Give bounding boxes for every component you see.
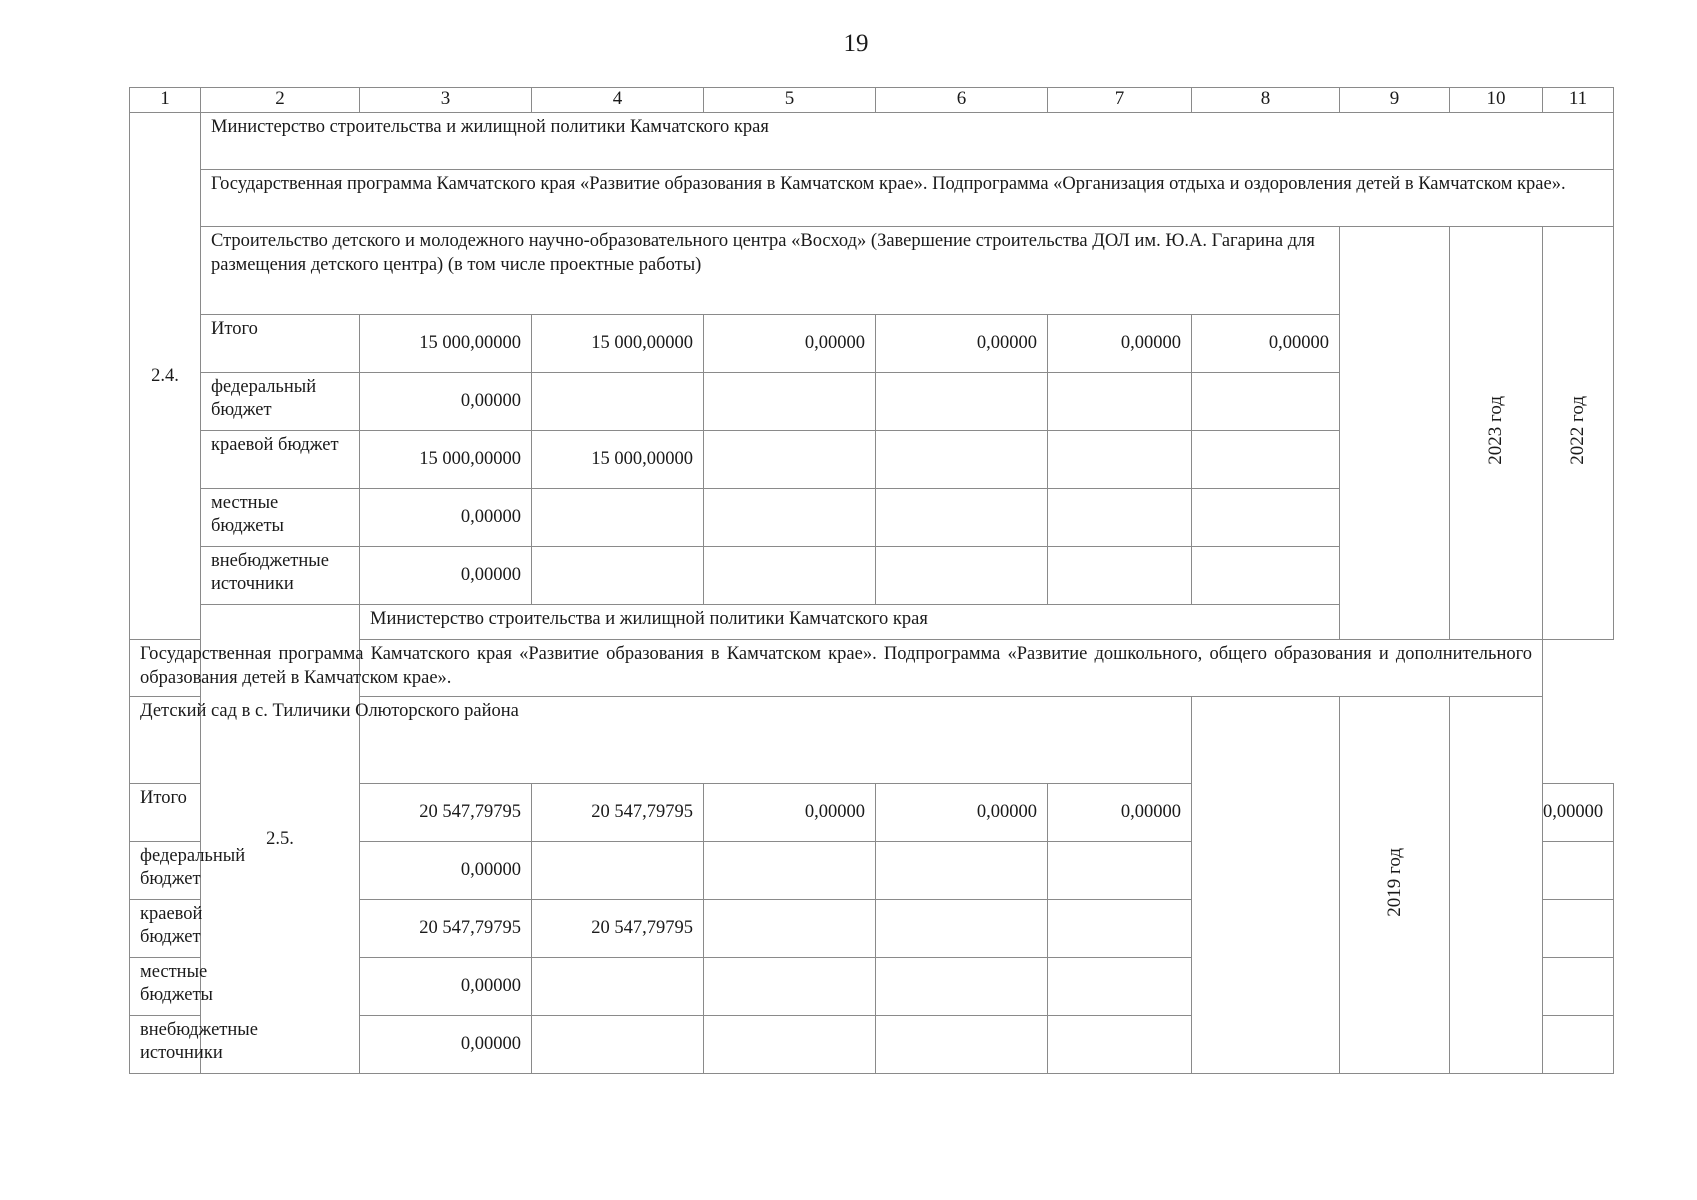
value-cell: 0,00000 [876,315,1048,373]
row-label: краевой бюджет [130,900,201,958]
value-cell [1543,842,1614,900]
row-label: Итого [201,315,360,373]
value-cell [704,1016,876,1074]
program-row [130,640,1614,697]
row-label: федеральный бюджет [201,373,360,431]
value-cell [1048,842,1192,900]
year-cell-col11 [1543,227,1614,640]
column-header: 2 [201,88,360,113]
value-cell [1192,373,1340,431]
value-cell [876,842,1048,900]
value-cell [876,489,1048,547]
value-cell: 0,00000 [360,1016,532,1074]
value-cell: 0,00000 [360,958,532,1016]
row-label: местные бюджеты [201,489,360,547]
value-cell [1048,489,1192,547]
value-cell: 20 547,79795 [532,784,704,842]
value-cell [1048,547,1192,605]
value-cell [1543,958,1614,1016]
value-cell [704,373,876,431]
value-cell: 0,00000 [360,547,532,605]
column-number-row [130,88,1614,113]
value-cell [1048,900,1192,958]
object-row [130,227,1614,315]
section-number: 2.4. [130,113,201,640]
ministry-name: Министерство строительства и жилищной политики Камчатского края [201,113,1614,170]
column-header: 11 [1543,88,1614,113]
value-cell [532,842,704,900]
value-cell: 0,00000 [1048,315,1192,373]
value-cell [876,958,1048,1016]
column-header: 6 [876,88,1048,113]
value-cell [532,373,704,431]
column-header: 5 [704,88,876,113]
year-cell-col10 [1340,697,1450,1074]
row-label: федеральный бюджет [130,842,201,900]
section-number: 2.5. [201,605,360,1074]
object-name: Строительство детского и молодежного научно-образовательного центра «Восход» (Завершение строительства ДОЛ им. Ю.А. Гагарина для размещения детского центра) (в том числе проектные работы) [201,227,1340,315]
row-label: внебюджетные источники [130,1016,201,1074]
column-header: 8 [1192,88,1340,113]
value-cell: 0,00000 [1192,315,1340,373]
value-cell: 20 547,79795 [360,784,532,842]
value-cell: 0,00000 [360,373,532,431]
value-cell: 15 000,00000 [360,431,532,489]
value-cell: 0,00000 [704,784,876,842]
row-label: краевой бюджет [201,431,360,489]
column-header: 3 [360,88,532,113]
value-cell [704,547,876,605]
value-cell [1048,373,1192,431]
column-header: 9 [1340,88,1450,113]
column-header: 10 [1450,88,1543,113]
value-cell [1192,489,1340,547]
row-label: Итого [130,784,201,842]
cell-col9 [1340,227,1450,640]
column-header: 1 [130,88,201,113]
value-cell [704,958,876,1016]
program-name: Государственная программа Камчатского края «Развитие образования в Камчатском крае». Подпрограмма «Развитие дошкольного, общего образования и дополнительного образования детей в Камчатском крае». [130,640,1543,697]
value-cell [1048,1016,1192,1074]
value-cell: 20 547,79795 [532,900,704,958]
value-cell [1048,431,1192,489]
ministry-row [130,605,1614,640]
value-cell: 0,00000 [360,489,532,547]
page-number: 19 [843,30,869,57]
program-name: Государственная программа Камчатского края «Развитие образования в Камчатском крае». Подпрограмма «Организация отдыха и оздоровления детей в Камчатском крае». [201,170,1614,227]
value-cell: 0,00000 [704,315,876,373]
column-header: 7 [1048,88,1192,113]
cell-col9 [1192,697,1340,1074]
program-row [130,170,1614,227]
value-cell [876,431,1048,489]
value-cell [532,489,704,547]
value-cell [532,547,704,605]
value-cell [704,489,876,547]
value-cell: 0,00000 [1048,784,1192,842]
value-cell [876,547,1048,605]
value-cell: 15 000,00000 [532,315,704,373]
row-label: внебюджетные источники [201,547,360,605]
value-cell [1543,1016,1614,1074]
value-cell: 0,00000 [360,842,532,900]
ministry-name: Министерство строительства и жилищной политики Камчатского края [360,605,1614,640]
year-text: 2023 год [1485,395,1506,465]
value-cell [876,1016,1048,1074]
year-text: 2022 год [1567,395,1588,465]
value-cell [532,958,704,1016]
year-text: 2019 год [1383,847,1405,917]
value-cell [1543,900,1614,958]
value-cell [1192,431,1340,489]
object-name: Детский сад в с. Тиличики Олюторского района [130,697,1192,784]
row-label: местные бюджеты [130,958,201,1016]
value-cell [876,373,1048,431]
year-cell-col10 [1450,227,1543,640]
column-header: 4 [532,88,704,113]
value-cell [532,1016,704,1074]
year-cell-col11 [1450,697,1543,1074]
value-cell: 15 000,00000 [532,431,704,489]
value-cell [876,900,1048,958]
budget-table [129,87,1614,1074]
value-cell [1048,958,1192,1016]
value-cell [704,431,876,489]
value-cell: 20 547,79795 [360,900,532,958]
value-cell: 0,00000 [876,784,1048,842]
ministry-row [130,113,1614,170]
value-cell [1192,547,1340,605]
value-cell [704,842,876,900]
object-row [130,697,1614,784]
value-cell: 15 000,00000 [360,315,532,373]
value-cell: 0,00000 [1543,784,1614,842]
value-cell [704,900,876,958]
